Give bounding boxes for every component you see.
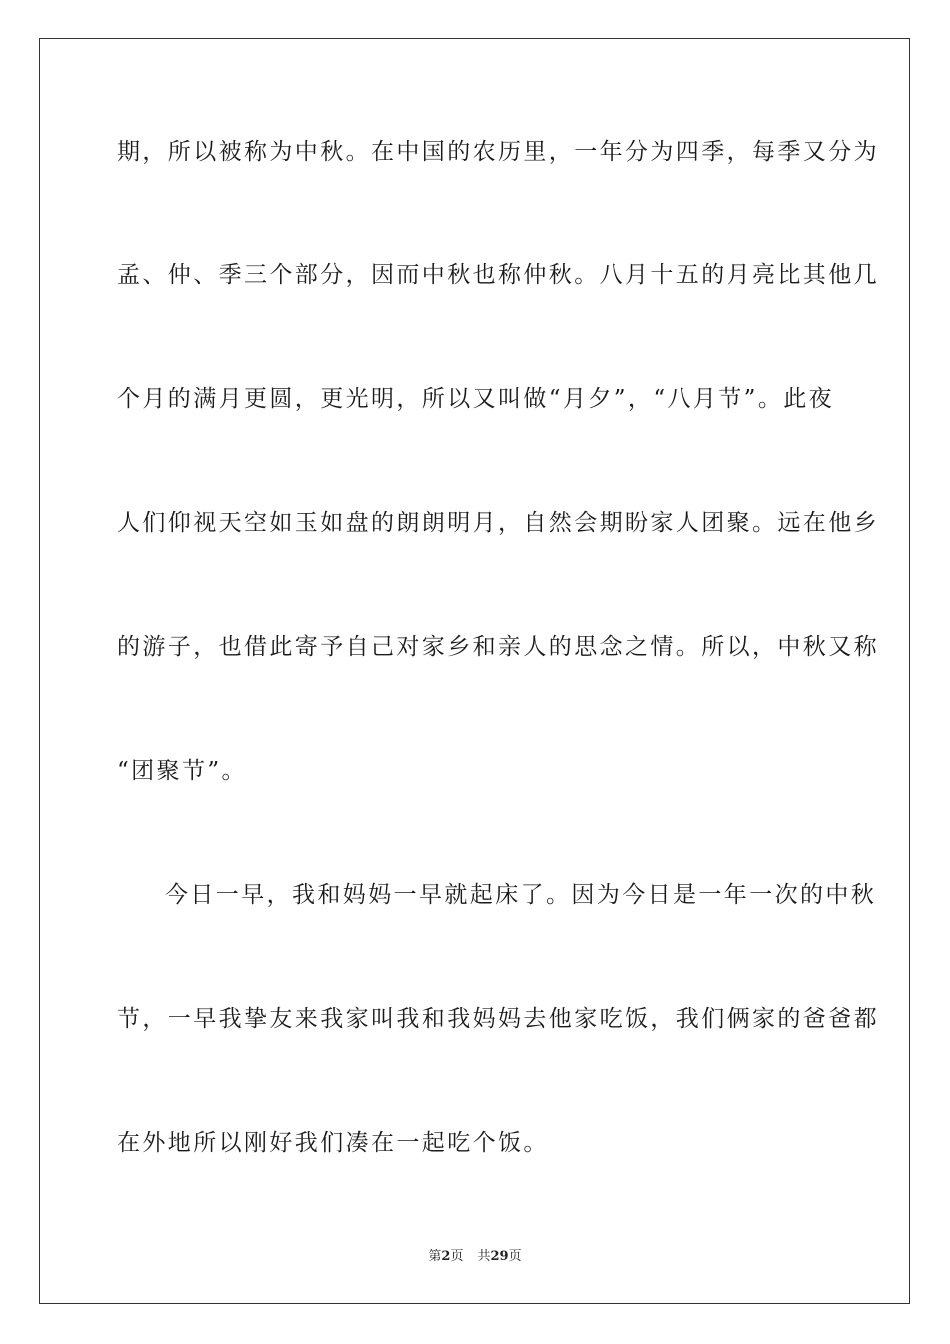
paragraph-line-7: 今日一早，我和妈妈一早就起床了。因为今日是一年一次的中秋 xyxy=(165,882,877,908)
paragraph-line-6: “团聚节”。 xyxy=(117,758,247,784)
paragraph-line-5: 的游子，也借此寄予自己对家乡和亲人的思念之情。所以，中秋又称 xyxy=(117,634,879,660)
total-pages: 29 xyxy=(490,1249,509,1264)
page-footer xyxy=(0,1248,950,1266)
paragraph-line-2: 孟、仲、季三个部分，因而中秋也称仲秋。八月十五的月亮比其他几 xyxy=(117,262,879,288)
page-prefix: 第 xyxy=(428,1249,442,1264)
paragraph-line-1: 期，所以被称为中秋。在中国的农历里，一年分为四季，每季又分为 xyxy=(117,139,879,165)
page-border xyxy=(39,38,910,1304)
page-suffix: 页 xyxy=(450,1249,464,1264)
paragraph-line-9: 在外地所以刚好我们凑在一起吃个饭。 xyxy=(117,1130,549,1156)
total-suffix: 页 xyxy=(508,1249,522,1264)
total-prefix: 共 xyxy=(477,1249,491,1264)
page-number: 2 xyxy=(441,1249,451,1264)
paragraph-line-8: 节，一早我挚友来我家叫我和我妈妈去他家吃饭，我们俩家的爸爸都 xyxy=(117,1006,879,1032)
paragraph-line-4: 人们仰视天空如玉如盘的朗朗明月，自然会期盼家人团聚。远在他乡 xyxy=(117,510,879,536)
paragraph-line-3: 个月的满月更圆，更光明，所以又叫做“月夕”，“八月节”。此夜 xyxy=(117,386,835,412)
